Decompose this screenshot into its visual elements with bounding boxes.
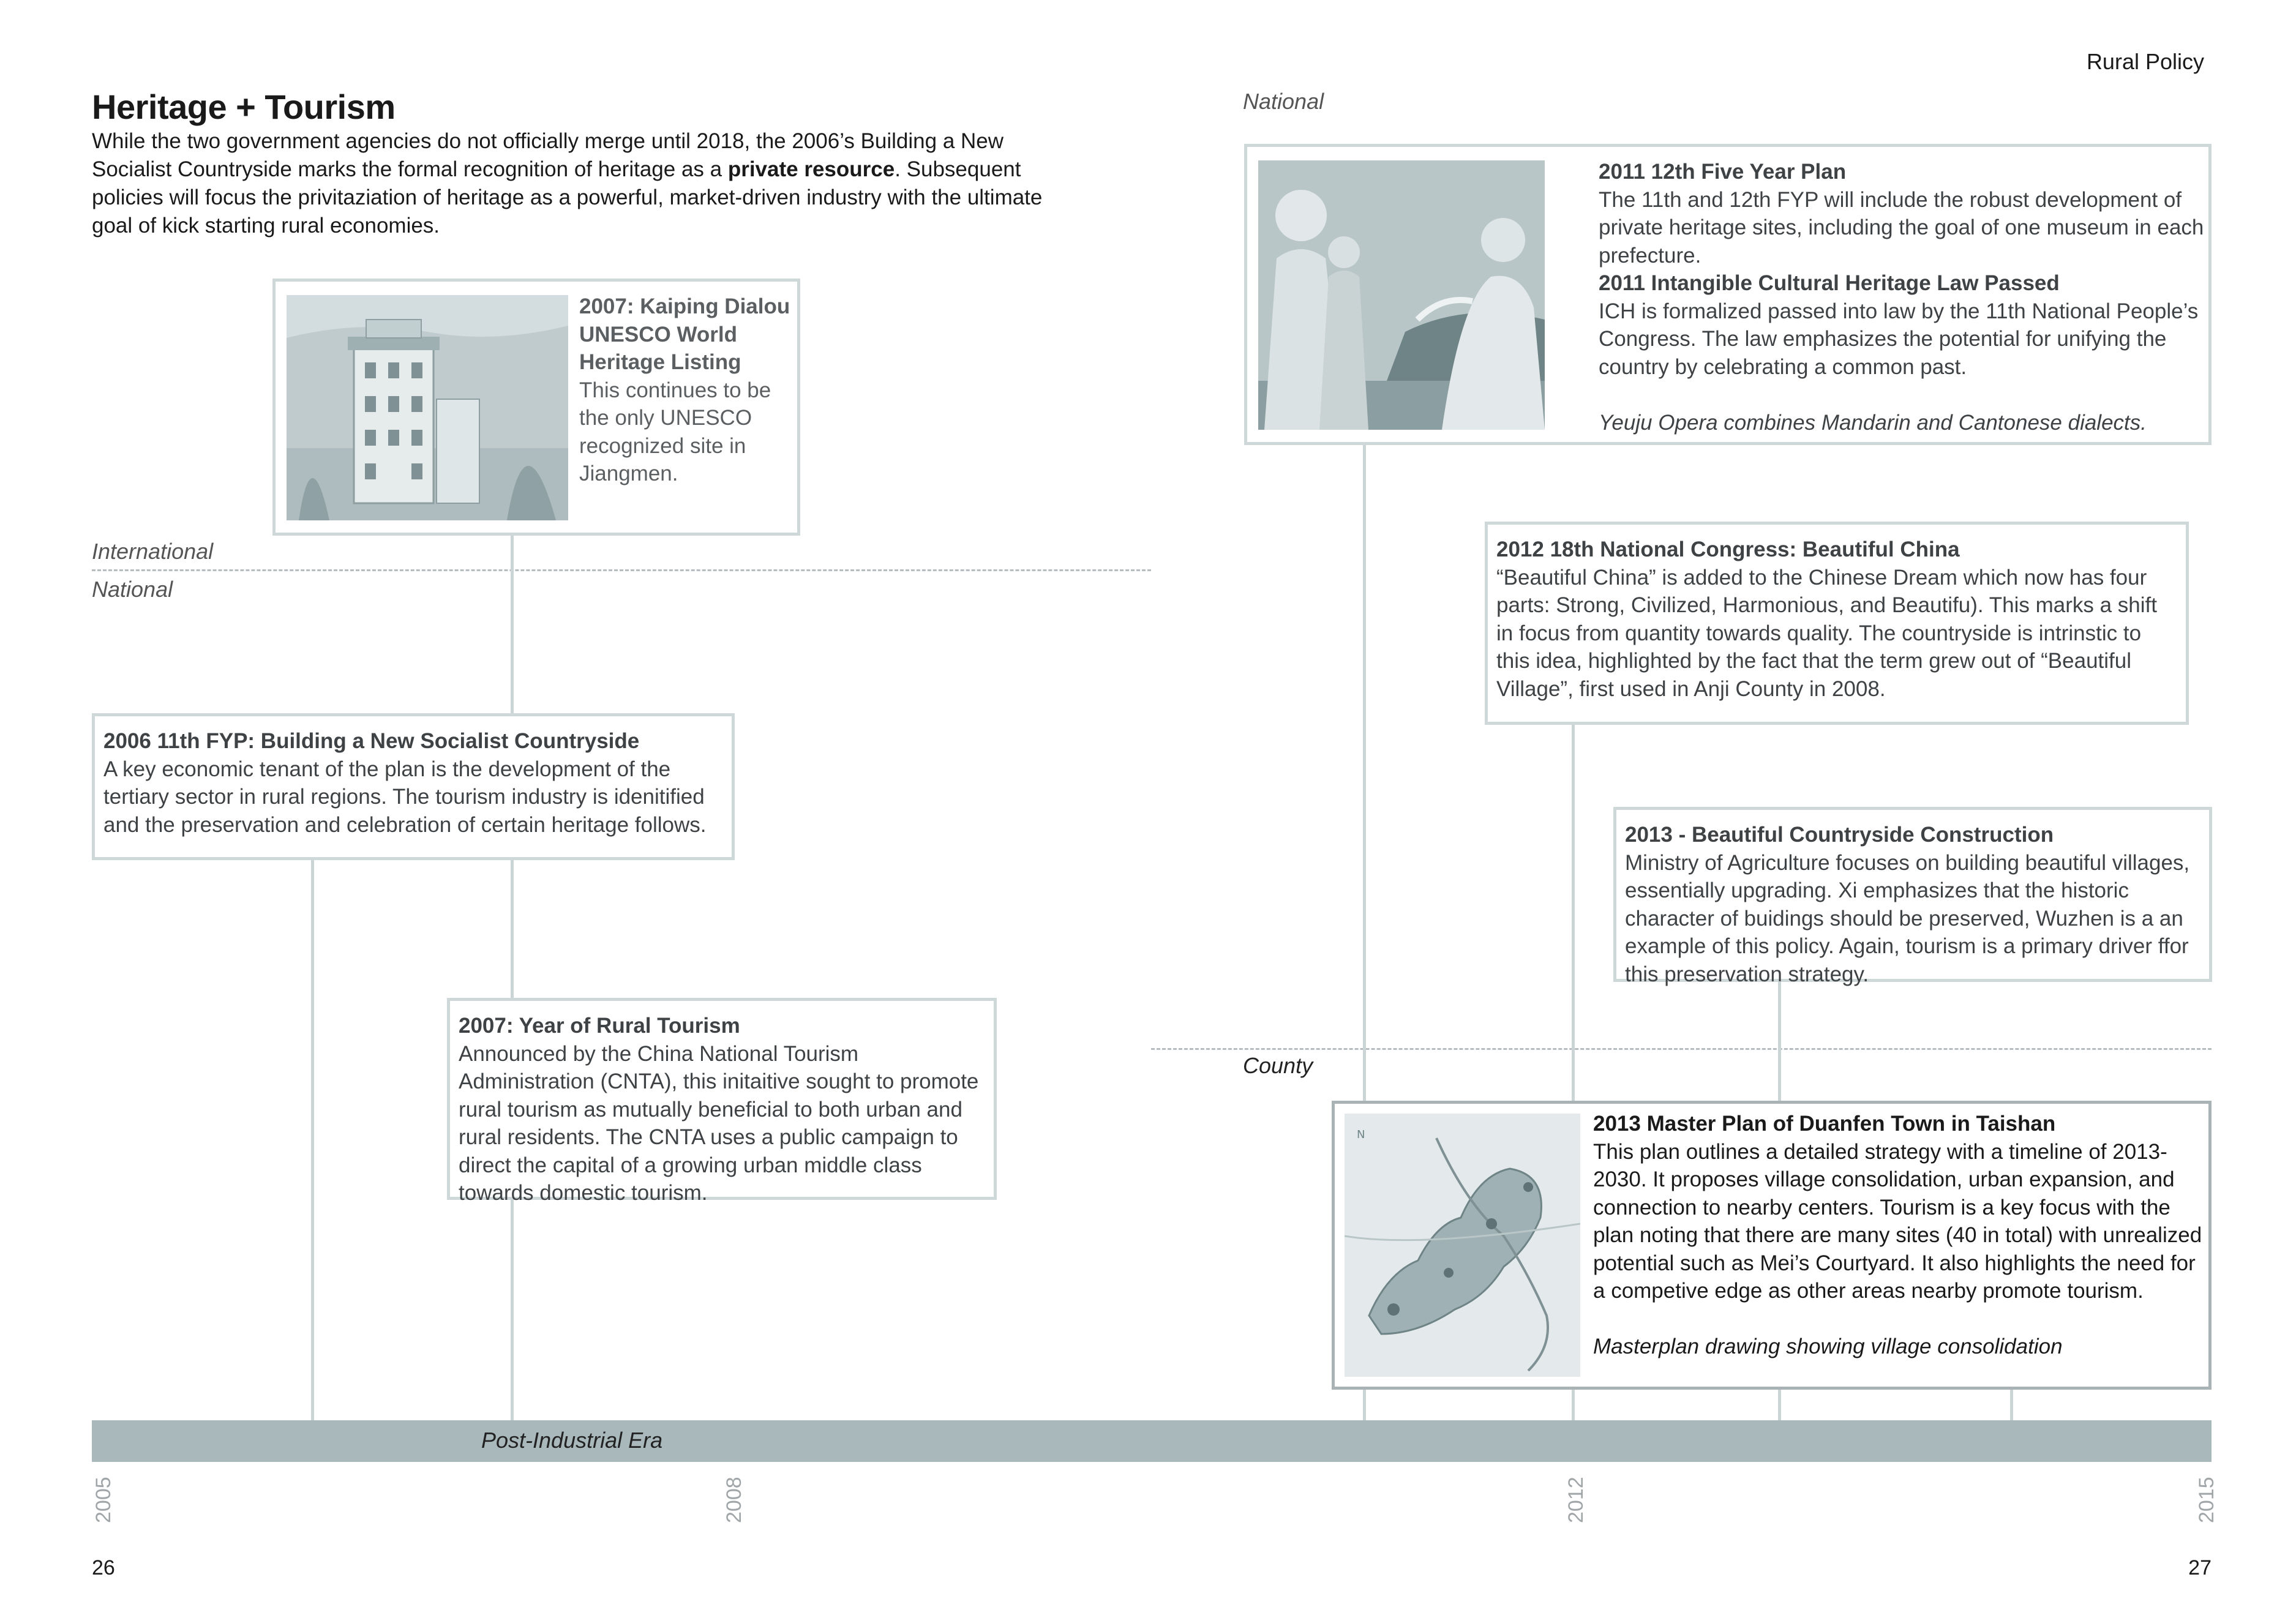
connector-2006 bbox=[311, 854, 314, 1420]
kaiping-diaolou-photo bbox=[287, 295, 568, 520]
year-label-2012: 2012 bbox=[1564, 1477, 1588, 1523]
level-international-label: International bbox=[92, 539, 214, 564]
intro-paragraph: While the two government agencies do not officially merge until 2018, the 2006’s Building a New Socialist Countryside marks the formal recognition of heritage as a private resource. Subsequent policies will focus the privitaziation of heritage as a powerful, market-driven industry with the ultimate goal of kick starting rural economies. bbox=[92, 129, 1043, 238]
intro-bold-term: private resource bbox=[727, 157, 895, 181]
fyp2006-heading: 2006 11th FYP: Building a New Socialist Countryside bbox=[103, 729, 640, 753]
ich-law-body: ICH is formalized passed into law by the 11th National People’s Congress. The law emphasizes the potential for unifying the country by celebrating a common past. bbox=[1599, 299, 2199, 379]
connector-2007 bbox=[511, 533, 514, 1420]
year-label-2015: 2015 bbox=[2195, 1477, 2218, 1523]
level-national-label-left: National bbox=[92, 577, 173, 602]
event-2006-fyp bbox=[92, 713, 735, 860]
duanfen-heading: 2013 Master Plan of Duanfen Town in Taishan bbox=[1593, 1112, 2056, 1136]
yeuju-opera-photo bbox=[1258, 160, 1545, 430]
level-divider-left bbox=[92, 569, 1151, 571]
era-label: Post-Industrial Era bbox=[481, 1428, 663, 1453]
page-number-right: 27 bbox=[2188, 1556, 2212, 1579]
level-divider-right bbox=[1151, 1048, 2212, 1050]
kaiping-body: This continues to be the only UNESCO recognized site in Jiangmen. bbox=[579, 378, 771, 485]
duanfen-masterplan-drawing bbox=[1345, 1114, 1580, 1377]
page-number-left: 26 bbox=[92, 1556, 115, 1579]
fyp2011-body: The 11th and 12th FYP will include the robust development of private heritage sites, including the goal of one museum in each prefecture. bbox=[1599, 187, 2204, 268]
fyp2006-body: A key economic tenant of the plan is the development of the tertiary sector in rural regions. The tourism industry is idenitified and the preservation and celebration of certain heritage follows. bbox=[103, 757, 707, 837]
event-2011-fyp-ich bbox=[1244, 144, 2212, 445]
duanfen-body: This plan outlines a detailed strategy with a timeline of 2013-2030. It proposes village consolidation, urban expansion, and connection to nearby centers. Tourism is a key focus with the plan noting that there are many sites (40 in total) with unrealized potential such as Mei’s Courtyard. It also highlights the need for a competive edge as other areas nearby promote tourism. bbox=[1593, 1139, 2202, 1303]
year-label-2005: 2005 bbox=[92, 1477, 115, 1523]
running-head: Rural Policy bbox=[2086, 49, 2204, 74]
rural-tourism-body: Announced by the China National Tourism Administration (CNTA), this initaitive sought to promote rural tourism as mutually beneficial to both urban and rural residents. The CNTA uses a public campaign to direct the capital of a growing urban middle class towards domestic tourism. bbox=[459, 1041, 979, 1205]
event-2013-countryside-construction bbox=[1613, 807, 2212, 986]
svg-text:N: N bbox=[1357, 1128, 1365, 1141]
year-label-2008: 2008 bbox=[722, 1477, 746, 1523]
rural-tourism-heading: 2007: Year of Rural Tourism bbox=[459, 1014, 740, 1038]
beautiful-china-heading: 2012 18th National Congress: Beautiful China bbox=[1496, 538, 1960, 561]
kaiping-heading: 2007: Kaiping Dialou UNESCO World Heritage Listing bbox=[579, 294, 790, 374]
event-kaiping-unesco bbox=[272, 279, 800, 536]
event-2012-beautiful-china bbox=[1485, 522, 2189, 725]
timeline-bar bbox=[92, 1420, 2212, 1462]
yeuju-caption: Yeuju Opera combines Mandarin and Cantonese dialects. bbox=[1599, 410, 2147, 435]
fyp2011-heading: 2011 12th Five Year Plan bbox=[1599, 160, 1847, 184]
event-2007-rural-tourism bbox=[447, 998, 997, 1205]
level-national-label-right: National bbox=[1243, 89, 1324, 114]
beautiful-china-body: “Beautiful China” is added to the Chinese Dream which now has four parts: Strong, Civilized, Harmonious, and Beautifu). This marks a shift in focus from quantity towards quality. The countryside is intrinstic to this idea, highlighted by the fact that the term grew out of “Beautiful Village”, first used in Anji County in 2008. bbox=[1496, 565, 2157, 701]
countryside-heading: 2013 - Beautiful Countryside Construction bbox=[1625, 823, 2054, 847]
ich-law-heading: 2011 Intangible Cultural Heritage Law Passed bbox=[1599, 271, 2060, 295]
event-2013-duanfen-masterplan bbox=[1332, 1101, 2212, 1390]
countryside-body: Ministry of Agriculture focuses on building beautiful villages, essentially upgrading. Xi emphasizes that the historic character of buidings should be preserved, Wuzhen is a an example of this policy. Again, tourism is a primary driver ffor this preservation strategy. bbox=[1625, 850, 2190, 986]
level-county-label: County bbox=[1243, 1053, 1313, 1078]
duanfen-caption: Masterplan drawing showing village consolidation bbox=[1593, 1335, 2063, 1358]
page-title: Heritage + Tourism bbox=[92, 88, 396, 126]
